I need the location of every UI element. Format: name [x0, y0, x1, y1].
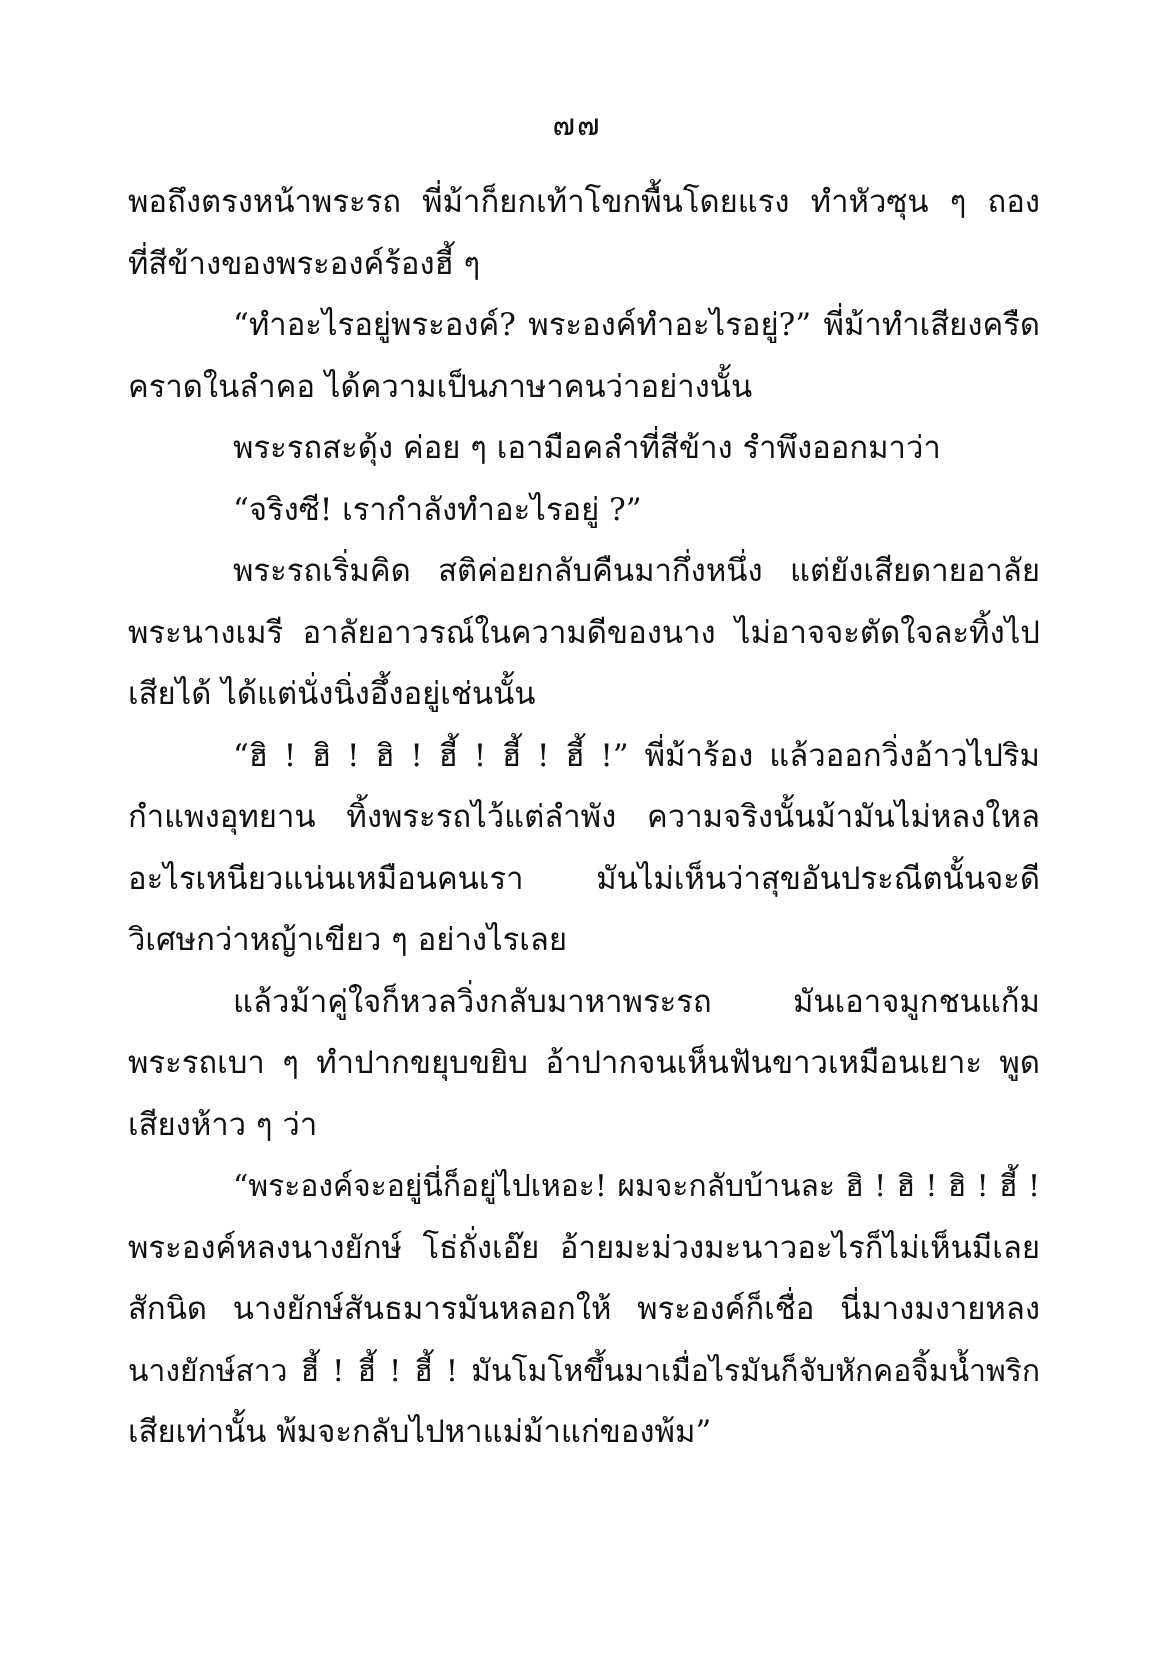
- text-line: “ทำอะไรอยู่พระองค์? พระองค์ทำอะไรอยู่?” พี่ม้าทำเสียงครืด: [233, 307, 1040, 343]
- text-line: พระนางเมรี อาลัยอาวรณ์ในความดีของนาง ไม่อาจจะตัดใจละทิ้งไป: [128, 614, 1040, 651]
- text-line: “จริงซี! เรากำลังทำอะไรอยู่ ?”: [233, 491, 642, 528]
- text-line: ที่สีข้างของพระองค์ร้องฮี้ ๆ: [128, 245, 481, 282]
- text-line: เสียงห้าว ๆ ว่า: [128, 1106, 318, 1143]
- text-line: พระรถเริ่มคิด สติค่อยกลับคืนมากึ่งหนึ่ง แต่ยังเสียดายอาลัย: [233, 553, 1040, 589]
- page-number: ๗๗: [552, 108, 602, 143]
- body-text: [128, 172, 1040, 1464]
- text-line: วิเศษกว่าหญ้าเขียว ๆ อย่างไรเลย: [128, 922, 567, 958]
- text-line: “พระองค์จะอยู่นี่ก็อยู่ไปเหอะ! ผมจะกลับบ้านละ ฮิ ! ฮิ ! ฮิ ! ฮี้ !: [233, 1169, 1040, 1204]
- text-line: พอถึงตรงหน้าพระรถ พี่ม้าก็ยกเท้าโขกพื้นโดยแรง ทำหัวซุน ๆ ถอง: [128, 184, 1040, 220]
- text-line: พระรถสะดุ้ง ค่อย ๆ เอามือคลำที่สีข้าง รำพึงออกมาว่า: [233, 430, 941, 466]
- text-line: พระรถเบา ๆ ทำปากขยุบขยิบ อ้าปากจนเห็นฟันขาวเหมือนเยาะ พูด: [128, 1045, 1040, 1081]
- text-line: อะไรเหนียวแน่นเหมือนคนเรา มันไม่เห็นว่าสุขอันประณีตนั้นจะดี: [128, 860, 1040, 897]
- text-line: นางยักษ์สาว ฮี้ ! ฮี้ ! ฮี้ ! มันโมโหขึ้นมาเมื่อไรมันก็จับหักคอจิ้มน้ำพริก: [128, 1353, 1040, 1389]
- text-line: คราดในลำคอ ได้ความเป็นภาษาคนว่าอย่างนั้น: [128, 368, 753, 405]
- text-line: แล้วม้าคู่ใจก็หวลวิ่งกลับมาหาพระรถ มันเอาจมูกชนแก้ม: [233, 983, 1040, 1020]
- text-line: เสียได้ ได้แต่นั่งนิ่งอึ้งอยู่เช่นนั้น: [128, 676, 536, 712]
- text-line: เสียเท่านั้น พ้มจะกลับไปหาแม่ม้าแก่ของพ้ม”: [128, 1414, 712, 1450]
- text-line: สักนิด นางยักษ์สันธมารมันหลอกให้ พระองค์ก็เชื่อ นี่มางมงายหลง: [128, 1291, 1040, 1327]
- text-line: กำแพงอุทยาน ทิ้งพระรถไว้แต่ลำพัง ความจริงนั้นม้ามันไม่หลงใหล: [128, 799, 1040, 835]
- text-line: “ฮิ ! ฮิ ! ฮิ ! ฮี้ ! ฮี้ ! ฮี้ !” พี่ม้าร้อง แล้วออกวิ่งอ้าวไปริม: [233, 737, 1040, 774]
- text-line: พระองค์หลงนางยักษ์ โธ่ถั่งเอ๊ย อ้ายมะม่วงมะนาวอะไรก็ไม่เห็นมีเลย: [128, 1229, 1040, 1266]
